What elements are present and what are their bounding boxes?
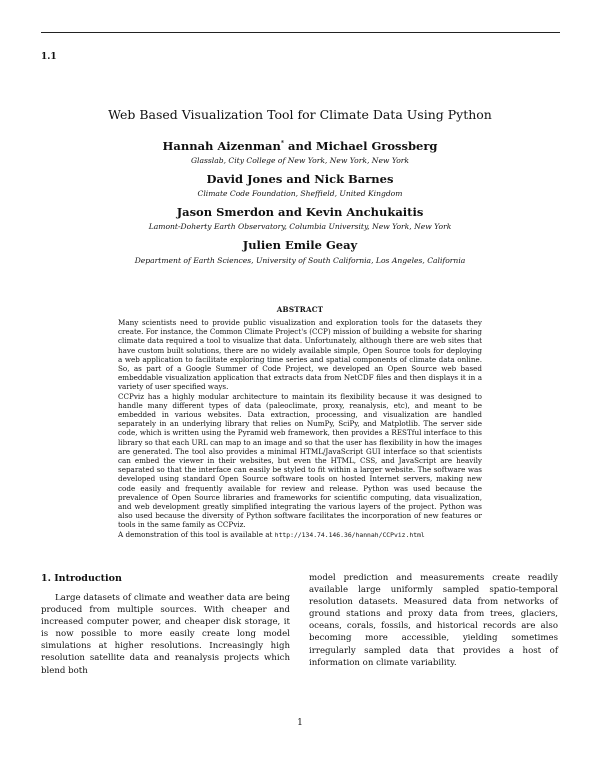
author-names: Hannah Aizenman	[162, 139, 281, 153]
affiliation-4: Department of Earth Sciences, University of South California, Los Angeles, California	[134, 256, 466, 265]
intro-right-column: model prediction and measurements create readily available large uniformly sampled spatio-temporal resolution datasets. Measured data from networks of ground stations and proxy data from trees, glaciers, oceans, corals, fossils, and historical records are also becoming more accessible, yielding sometimes irregularly sampled data that provides a host of information on climate variability.	[309, 573, 558, 668]
demo-url-link[interactable]: http://134.74.146.36/hannah/CCPviz.html	[274, 530, 425, 539]
author-line-4: Julien Emile Geay	[242, 238, 358, 252]
abstract-demo	[118, 530, 482, 540]
author-line-1	[0, 139, 600, 153]
page-number: 1	[297, 718, 303, 728]
section-number: 1.1	[41, 52, 57, 62]
author-line-3: Jason Smerdon and Kevin Anchukaitis	[176, 205, 424, 219]
paper-title: Web Based Visualization Tool for Climate Data Using Python	[108, 107, 492, 122]
affiliation-2: Climate Code Foundation, Sheffield, United Kingdom	[197, 189, 403, 198]
author-line-2: David Jones and Nick Barnes	[206, 172, 394, 186]
section-heading: 1. Introduction	[41, 573, 122, 584]
author-names-cont: and Michael Grossberg	[288, 139, 438, 153]
affiliation-1: Glasslab, City College of New York, New York, New York	[190, 156, 410, 165]
abstract-heading: ABSTRACT	[276, 305, 324, 314]
affiliation-3: Lamont-Doherty Earth Observatory, Columbia University, New York, New York	[148, 222, 452, 231]
abstract-body	[118, 318, 482, 540]
demo-text: A demonstration of this tool is available at	[118, 529, 273, 539]
abstract-paragraph: CCPviz has a highly modular architecture to maintain its flexibility because it was designed to handle many different types of data (paleoclimate, proxy, reanalysis, etc), and meant to be embedded in various websites. Data extraction, processing, and visualization are handled separately in an underlying library that relies on NumPy, SciPy, and Matplotlib. The server side code, which is written using the Pyramid web framework, then provides a RESTful interface to this library so that each URL can map to an image and so that the user has flexibility in how the images are generated. The tool also provides a minimal HTML/JavaScript GUI interface so that scientists can embed the viewer in their websites, but even the HTML, CSS, and JavaScript are heavily separated so that the interface can easily be styled to fit within a larger website. The software was developed using standard Open Source software tools on hosted Internet servers, making new code easily and frequently available for review and release. Python was used because the prevalence of Open Source libraries and frameworks for scientific computing, data visualization, and web development greatly simplified integrating the various layers of the project. Python was also used because the diversity of Python software facilitates the incorporation of new features or tools in the same family as CCPviz.	[118, 391, 482, 530]
abstract-paragraph: Many scientists need to provide public visualization and exploration tools for the datasets they create. For instance, the Common Climate Project's (CCP) mission of building a website for sharing climate data required a tool to visualize that data. Unfortunately, although there are web sites that have custom built solutions, there are no widely available simple, Open Source tools for deploying a web application to facilitate exploring time series and spatial components of climate data online. So, as part of a Google Summer of Code Project, we developed an Open Source web based embeddable visualization application that extracts data from NetCDF files and then displays it in a variety of user specified ways.	[118, 318, 482, 392]
footnote-marker: *	[280, 140, 285, 148]
top-rule	[41, 32, 560, 33]
intro-left-column: Large datasets of climate and weather data are being produced from multiple sources. With cheaper and increased computer power, and cheaper disk storage, it is now possible to more easily create long model simulations at higher resolutions. Increasingly high resolution satellite data and reanalysis projects which blend both	[41, 593, 290, 676]
